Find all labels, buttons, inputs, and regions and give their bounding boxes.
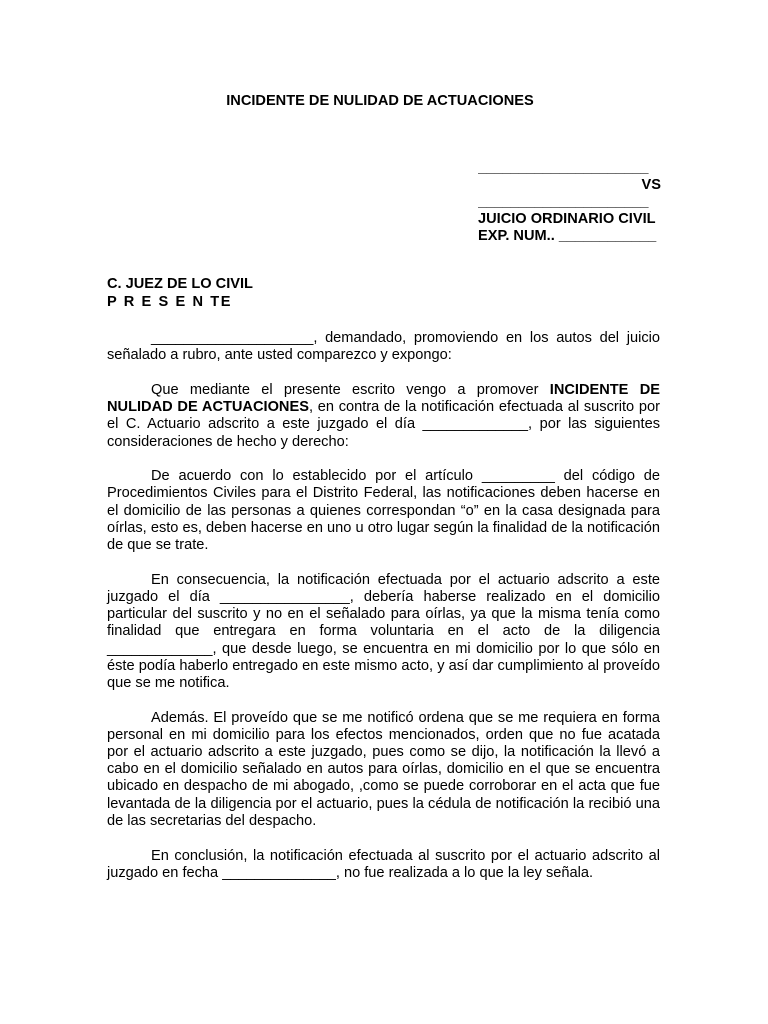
paragraph-motion [107,382,660,451]
paragraph-additionally: Además. El proveído que se me notificó ordena que se me requiera en forma personal en mi domicilio para los efectos mencionados, orden que no fue acatada por el actuario adscrito a este juzgado, pues como se dijo, la notificación la llevó a cabo en el domicilio señalado en autos para oírlas, domicilio en el que se encuentra ubicado en despacho de mi abogado, ,como se puede corroborar en el acta que fue levantada de la diligencia por el actuario, pues la cédula de notificación la recibió una de las secretarias del despacho. [107,709,660,829]
file-number: EXP. NUM.. ____________ [478,228,657,244]
document-body [107,330,660,899]
paragraph-motion-emphasis: INCIDENTE DE NULIDAD DE ACTUACIONES [107,381,660,416]
case-caption [478,160,661,245]
paragraph-motion-intro: Que mediante el presente escrito vengo a promover [151,381,550,398]
paragraph-motion-rest: , en contra de la notificación efectuada al suscrito por el C. Actuario adscrito a este juzgado el día _____________, por las siguientes consideraciones de hecho y derecho: [107,399,661,450]
versus-label: VS [641,177,661,193]
paragraph-consequence: En consecuencia, la notificación efectuada por el actuario adscrito a este juzgado el día ________________, debería haberse realizado en el domicilio particular del suscrito y no en el señalado para oírlas, ya que la misma tenía como finalidad que entregara en forma voluntaria en el acto de la diligencia _____________, que desde luego, se encuentra en mi domicilio por lo que sólo en éste podía haberlo entregado en este mismo acto, y así dar cumplimiento al proveído que se me notifica. [107,571,660,691]
paragraph-appearance: ____________________, demandado, promoviendo en los autos del juicio señalado a rubro, ante usted comparezco y expongo: [107,330,660,364]
presente-label: P R E S E N TE [107,293,233,310]
document-title: INCIDENTE DE NULIDAD DE ACTUACIONES [226,93,534,109]
party-2-blank: _____________________ [478,194,649,210]
addressee-block [107,276,253,311]
party-1-blank: _____________________ [478,160,649,176]
paragraph-conclusion: En conclusión, la notificación efectuada al suscrito por el actuario adscrito al juzgado en fecha ______________, no fue realizada a lo que la ley señala. [107,847,660,881]
paragraph-legal-basis: De acuerdo con lo establecido por el artículo _________ del código de Procedimientos Civiles para el Distrito Federal, las notificaciones deben hacerse en el domicilio de las personas a quienes correspondan “o” en la casa designada para oírlas, esto es, deben hacerse en uno u otro lugar según la finalidad de la notificación de que se trate. [107,468,660,554]
proceeding-type: JUICIO ORDINARIO CIVIL [478,211,656,227]
judge-addressee: C. JUEZ DE LO CIVIL [107,276,253,292]
